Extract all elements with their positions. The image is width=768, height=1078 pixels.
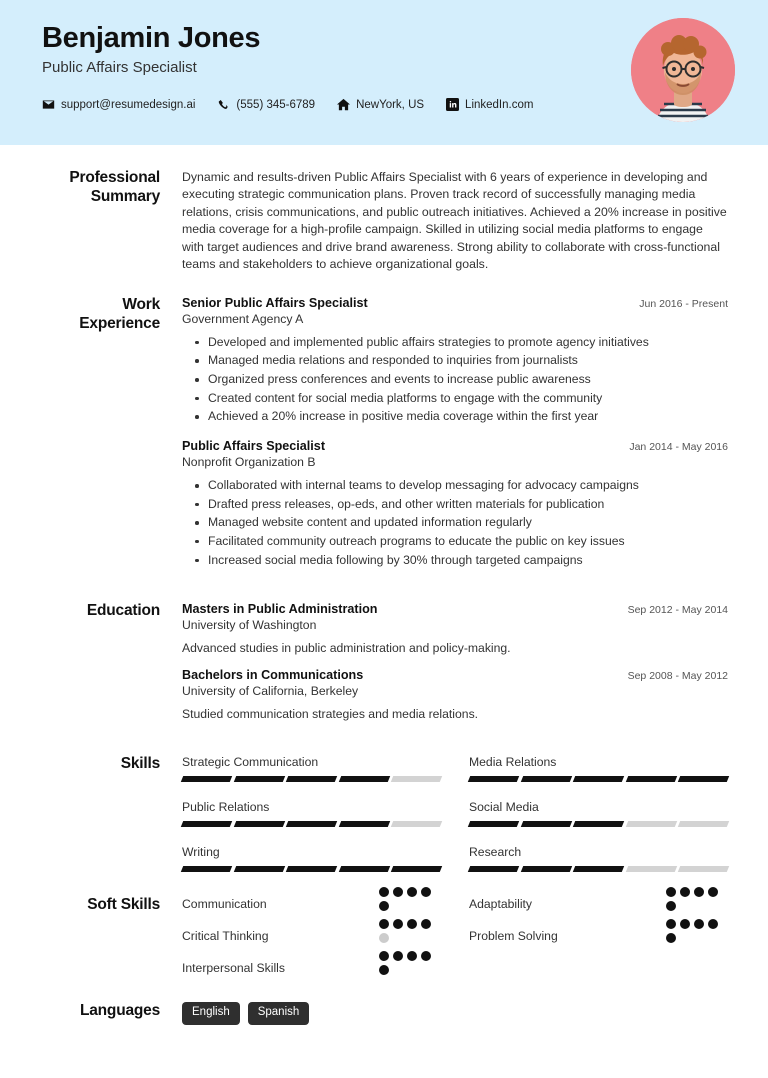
skill-segment (678, 821, 729, 827)
section-education (42, 602, 728, 734)
resume-header (0, 0, 768, 145)
entry-header (182, 439, 728, 453)
entry-header (182, 602, 728, 616)
summary-text: Dynamic and results-driven Public Affairs Specialist with 6 years of experience in developing and executing strategic communication plans. Proven track record of successfully managing media relations, crisis communications, and public outreach initiatives. Achieved a 20% increase in positive media coverage for a high-profile campaign. Skilled in utilizing social media platforms to engage with target audiences and drive brand awareness. Strong ability to collaborate with cross-functional teams and stakeholders to achieve organizational goals. (182, 170, 727, 272)
soft-skill-dot (694, 919, 704, 929)
skill-level-bar (469, 821, 728, 827)
skill-name: Public Relations (182, 800, 270, 815)
skill-segment (391, 776, 442, 782)
contact-phone-text: (555) 345-6789 (236, 98, 316, 111)
skill-segment (468, 821, 519, 827)
skill-item (182, 845, 441, 872)
skill-segment (573, 821, 624, 827)
linkedin-icon (446, 98, 459, 111)
section-professional-summary (42, 169, 728, 274)
soft-skill-dot (666, 933, 676, 943)
resume-body (0, 145, 768, 1025)
section-skills (42, 755, 728, 890)
skill-segment (181, 776, 232, 782)
skill-segment (339, 776, 390, 782)
experience-entry (182, 439, 728, 569)
soft-skill-dot (421, 919, 431, 929)
bullet-item: Managed website content and updated information regularly (208, 513, 728, 532)
skill-name: Media Relations (469, 755, 557, 770)
job-title: Public Affairs Specialist (42, 59, 197, 77)
soft-skill-dots (666, 919, 728, 943)
avatar (631, 18, 735, 122)
soft-skill-dot (393, 887, 403, 897)
skill-segment (339, 821, 390, 827)
skill-segment (468, 866, 519, 872)
skill-segment (626, 866, 677, 872)
skill-level-bar (469, 866, 728, 872)
soft-skill-dot (393, 951, 403, 961)
soft-skill-name: Problem Solving (469, 929, 558, 944)
soft-skill-name: Critical Thinking (182, 929, 269, 944)
skill-segment (391, 866, 442, 872)
soft-skill-dots (379, 887, 441, 911)
entry-bullets (182, 333, 728, 426)
entry-description: Advanced studies in public administration and policy-making. (182, 641, 511, 656)
skill-item (469, 845, 728, 872)
soft-skill-item (182, 928, 441, 950)
skill-segment (678, 866, 729, 872)
skill-segment (286, 821, 337, 827)
entry-organization: University of California, Berkeley (182, 684, 359, 699)
entry-description: Studied communication strategies and media relations. (182, 707, 479, 722)
skill-segment (626, 821, 677, 827)
soft-skill-dot (694, 887, 704, 897)
skill-item (469, 755, 728, 782)
contact-linkedin-text: LinkedIn.com (465, 98, 534, 111)
soft-skill-dot (379, 951, 389, 961)
soft-skill-dot (666, 887, 676, 897)
section-label-summary: Professional Summary (69, 169, 160, 205)
soft-skill-dot (708, 919, 718, 929)
soft-skill-name: Adaptability (469, 897, 533, 912)
skill-item (182, 755, 441, 782)
section-label-languages: Languages (79, 1002, 160, 1020)
bullet-item: Created content for social media platforms to engage with the community (208, 389, 728, 408)
skill-segment (286, 776, 337, 782)
skill-segment (233, 821, 284, 827)
entry-date: Sep 2008 - May 2012 (627, 670, 728, 683)
experience-entry (182, 296, 728, 426)
contact-email-text: support@resumedesign.ai (61, 98, 196, 111)
skill-segment (573, 776, 624, 782)
language-chip: English (182, 1002, 240, 1024)
entry-organization: University of Washington (182, 618, 317, 633)
skill-item (182, 800, 441, 827)
skill-name: Writing (182, 845, 220, 860)
skill-level-bar (182, 776, 441, 782)
section-label-soft-skills: Soft Skills (87, 896, 160, 914)
skill-segment (520, 776, 571, 782)
soft-skill-dot (421, 951, 431, 961)
soft-skill-dot (393, 919, 403, 929)
skill-segment (339, 866, 390, 872)
soft-skill-dots (666, 887, 728, 911)
entry-header (182, 668, 728, 682)
envelope-icon (42, 98, 55, 111)
soft-skill-dot (407, 951, 417, 961)
entry-title: Bachelors in Communications (182, 668, 364, 683)
soft-skill-dot (680, 919, 690, 929)
bullet-item: Collaborated with internal teams to develop messaging for advocacy campaigns (208, 476, 728, 495)
soft-skill-dot (379, 933, 389, 943)
skill-level-bar (469, 776, 728, 782)
bullet-item: Facilitated community outreach programs to educate the public on key issues (208, 532, 728, 551)
skill-segment (233, 866, 284, 872)
entry-bullets (182, 476, 728, 569)
contact-location (337, 98, 424, 111)
entry-organization: Nonprofit Organization B (182, 455, 316, 469)
soft-skill-name: Communication (182, 897, 267, 912)
skill-segment (181, 821, 232, 827)
soft-skill-dot (379, 965, 389, 975)
skill-segment (573, 866, 624, 872)
entry-title: Masters in Public Administration (182, 602, 378, 617)
skill-segment (520, 821, 571, 827)
bullet-item: Drafted press releases, op-eds, and other written materials for publication (208, 495, 728, 514)
soft-skill-item (469, 896, 728, 918)
skill-name: Social Media (469, 800, 539, 815)
skill-segment (286, 866, 337, 872)
section-label-education: Education (86, 602, 160, 620)
section-label-skills: Skills (120, 755, 160, 773)
section-soft-skills (42, 896, 728, 992)
phone-icon (217, 98, 230, 111)
section-languages (42, 1002, 728, 1024)
skill-item (469, 800, 728, 827)
skill-segment (181, 866, 232, 872)
skill-name: Research (469, 845, 522, 860)
soft-skill-dot (708, 887, 718, 897)
entry-date: Sep 2012 - May 2014 (627, 604, 728, 617)
skill-segment (678, 776, 729, 782)
entry-title: Senior Public Affairs Specialist (182, 295, 368, 310)
language-chip: Spanish (248, 1002, 310, 1024)
education-entry (182, 602, 728, 655)
contact-row (42, 98, 728, 111)
soft-skill-item (469, 960, 728, 982)
soft-skill-dot (666, 901, 676, 911)
contact-location-text: NewYork, US (356, 98, 425, 111)
soft-skill-dots (379, 951, 441, 975)
bullet-item: Developed and implemented public affairs strategies to promote agency initiatives (208, 333, 728, 352)
soft-skill-dot (379, 919, 389, 929)
entry-header (182, 296, 728, 310)
soft-skill-item (469, 928, 728, 950)
entry-organization: Government Agency A (182, 311, 304, 326)
skill-segment (520, 866, 571, 872)
soft-skill-dot (407, 887, 417, 897)
soft-skill-name: Interpersonal Skills (182, 961, 285, 976)
soft-skill-dot (680, 887, 690, 897)
skill-name: Strategic Communication (182, 755, 319, 770)
soft-skill-dot (379, 887, 389, 897)
bullet-item: Increased social media following by 30% through targeted campaigns (208, 551, 728, 570)
skill-segment (233, 776, 284, 782)
soft-skill-dot (407, 919, 417, 929)
bullet-item: Organized press conferences and events to increase public awareness (208, 370, 728, 389)
skill-segment (391, 821, 442, 827)
section-work-experience (42, 296, 728, 583)
entry-date: Jun 2016 - Present (639, 297, 728, 310)
contact-linkedin[interactable] (446, 98, 533, 111)
soft-skill-dot (379, 901, 389, 911)
bullet-item: Managed media relations and responded to inquiries from journalists (208, 351, 728, 370)
entry-title: Public Affairs Specialist (182, 439, 326, 453)
education-entry (182, 668, 728, 721)
skill-level-bar (182, 866, 441, 872)
home-icon (337, 98, 350, 111)
soft-skill-dot (666, 919, 676, 929)
soft-skill-dots (379, 919, 441, 943)
soft-skill-dot (421, 887, 431, 897)
skill-segment (468, 776, 519, 782)
contact-phone[interactable] (217, 98, 315, 111)
skill-segment (626, 776, 677, 782)
soft-skill-item (182, 896, 441, 918)
contact-email[interactable] (42, 98, 195, 111)
bullet-item: Achieved a 20% increase in positive media coverage within the first year (208, 407, 728, 426)
soft-skill-item (182, 960, 441, 982)
page-title: Benjamin Jones (42, 22, 261, 54)
section-label-experience: Work Experience (79, 295, 160, 332)
skill-level-bar (182, 821, 441, 827)
entry-date: Jan 2014 - May 2016 (629, 441, 728, 453)
